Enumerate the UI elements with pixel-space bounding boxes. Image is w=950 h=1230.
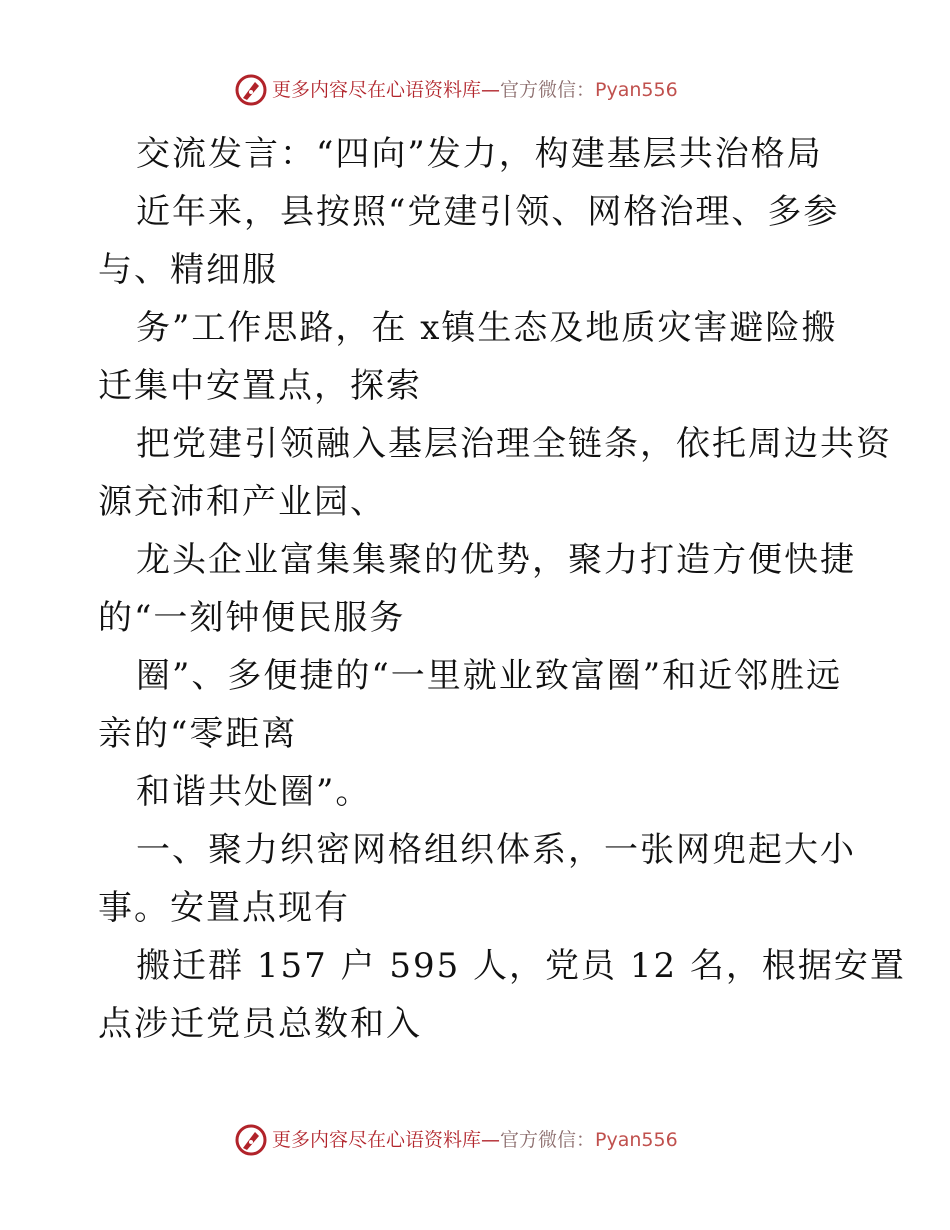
text-line: 把党建引领融入基层治理全链条，依托周边共资 [136,424,892,464]
banner-site-name: 更多内容尽在心语资料库 [272,1129,482,1151]
banner-dash: — [481,1129,501,1151]
text-line: 和谐共处圈”。 [136,772,372,812]
banner-site-name: 更多内容尽在心语资料库 [272,79,482,101]
text-line: 与、精细服 [98,250,278,290]
banner-text [272,78,678,102]
banner-account: Pyan556 [595,1129,678,1151]
banner-dash: — [481,79,501,101]
text-line: 近年来，县按照“党建引领、网格治理、多参 [136,192,840,232]
text-line: 迁集中安置点，探索 [98,366,422,406]
text-line: 搬迁群 157 户 595 人，党员 12 名，根据安置 [136,946,906,986]
header-banner [0,70,950,110]
banner-wechat-label: 官方微信： [500,79,596,101]
text-line: 事。安置点现有 [98,888,350,928]
footer-banner [0,1120,950,1160]
text-line: 的“一刻钟便民服务 [98,598,406,638]
text-line: 圈”、多便捷的“一里就业致富圈”和近邻胜远 [136,656,843,696]
text-line: 务”工作思路，在 x镇生态及地质灾害避险搬 [136,308,838,348]
text-line: 龙头企业富集集聚的优势，聚力打造方便快捷 [136,540,856,580]
text-line: 一、聚力织密网格组织体系，一张网兜起大小 [136,830,856,870]
text-line: 源充沛和产业园、 [98,482,386,522]
banner-text [272,1128,678,1152]
text-line: 点涉迁党员总数和入 [98,1004,422,1044]
document-body [98,125,906,1053]
text-line: 亲的“零距离 [98,714,298,754]
pen-nib-logo-icon [234,73,268,107]
text-line: 交流发言：“四向”发力，构建基层共治格局 [136,134,823,174]
banner-wechat-label: 官方微信： [500,1129,596,1151]
banner-account: Pyan556 [595,79,678,101]
pen-nib-logo-icon [234,1123,268,1157]
